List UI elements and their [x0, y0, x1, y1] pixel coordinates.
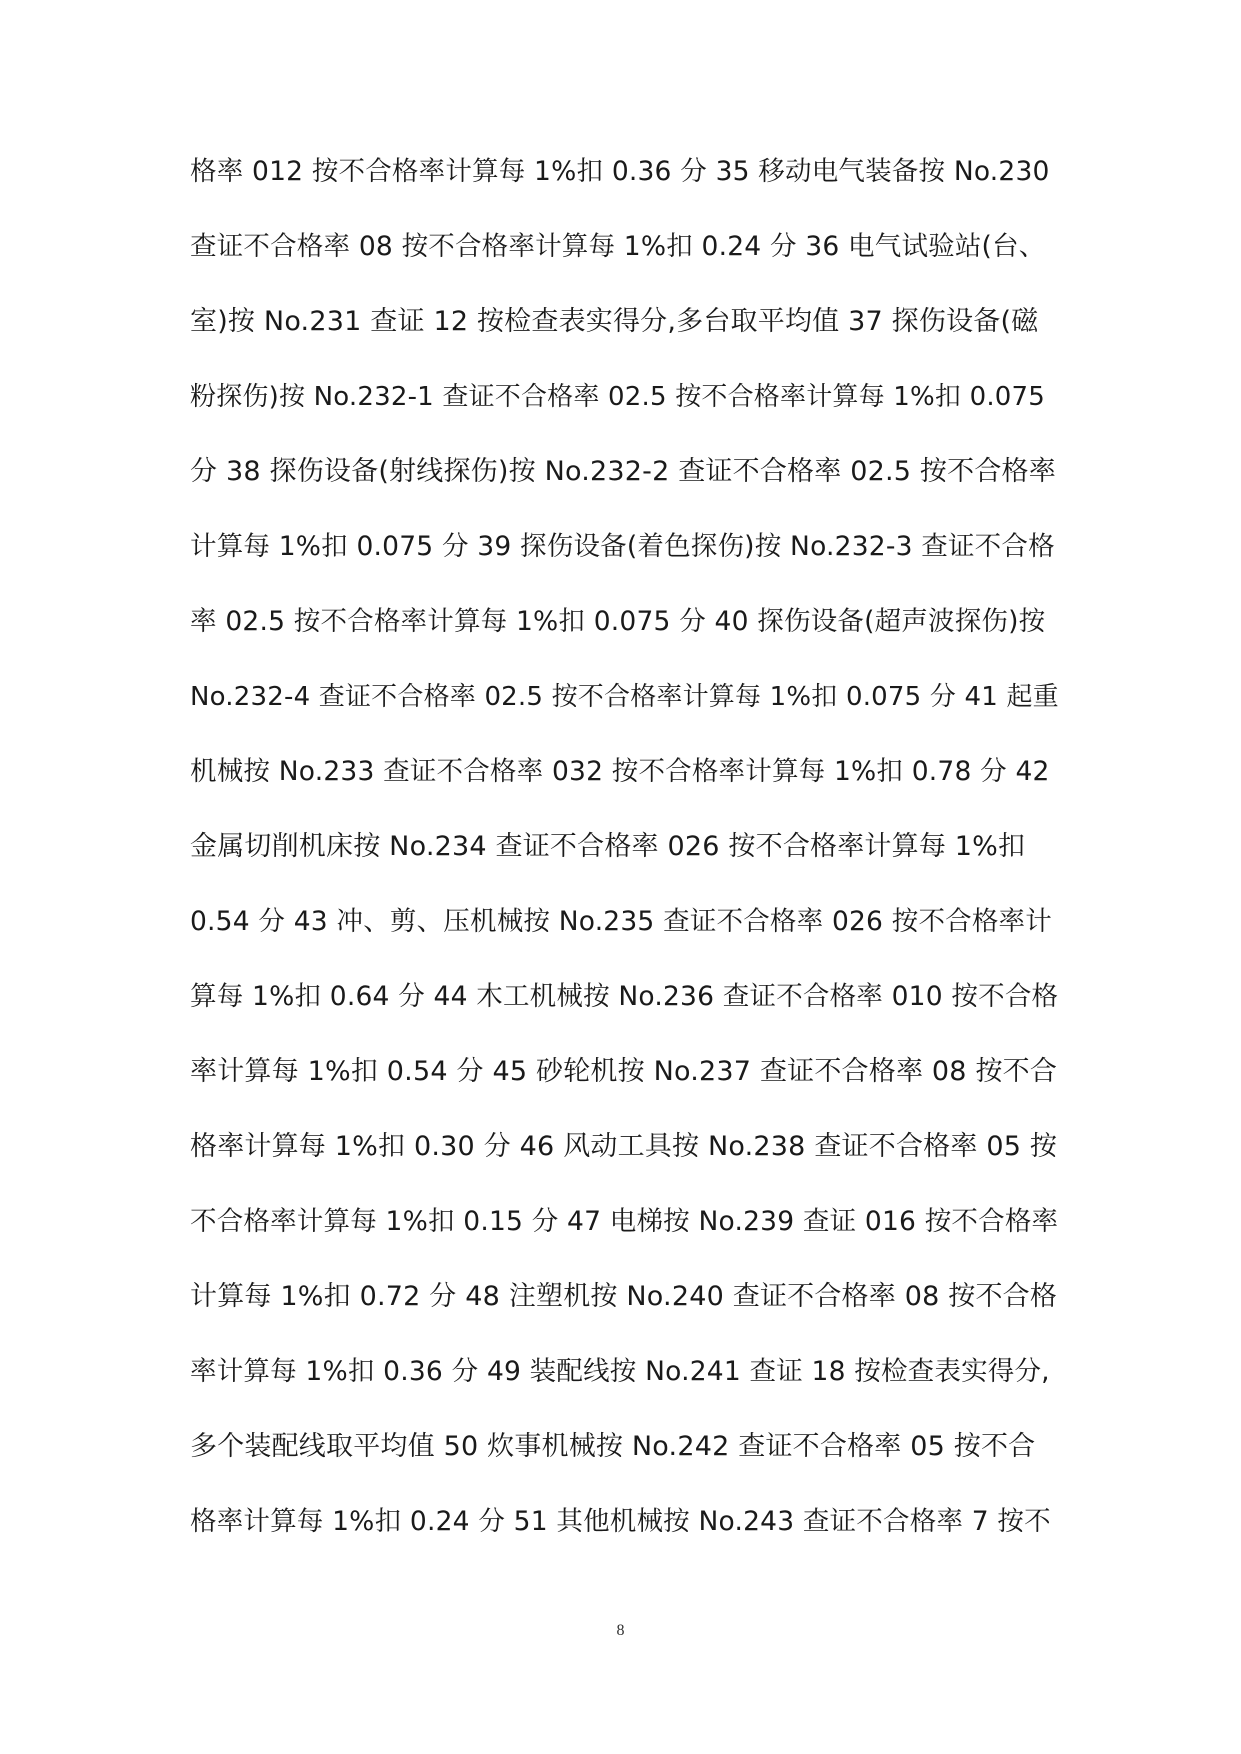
text-line: 率计算每 1%扣 0.54 分 45 砂轮机按 No.237 查证不合格率 08 按不合 [190, 1056, 1058, 1087]
text-line: 分 38 探伤设备(射线探伤)按 No.232-2 查证不合格率 02.5 按不合格率 [190, 456, 1056, 487]
body-text [190, 140, 1060, 1565]
text-line: 率计算每 1%扣 0.36 分 49 装配线按 No.241 查证 18 按检查表实得分, [190, 1356, 1050, 1387]
text-line: 机械按 No.233 查证不合格率 032 按不合格率计算每 1%扣 0.78 分 42 [190, 756, 1050, 787]
text-line: 查证不合格率 08 按不合格率计算每 1%扣 0.24 分 36 电气试验站(台、 [190, 231, 1046, 262]
text-line: 金属切削机床按 No.234 查证不合格率 026 按不合格率计算每 1%扣 [190, 831, 1026, 862]
text-line: 粉探伤)按 No.232-1 查证不合格率 02.5 按不合格率计算每 1%扣 0.075 [190, 382, 1046, 412]
page-number: 8 [616, 1622, 625, 1639]
text-line: 不合格率计算每 1%扣 0.15 分 47 电梯按 No.239 查证 016 按不合格率 [190, 1206, 1059, 1237]
text-line: 格率 012 按不合格率计算每 1%扣 0.36 分 35 移动电气装备按 No.230 [190, 156, 1050, 187]
text-line: 多个装配线取平均值 50 炊事机械按 No.242 查证不合格率 05 按不合 [190, 1431, 1036, 1462]
text-line: 算每 1%扣 0.64 分 44 木工机械按 No.236 查证不合格率 010 按不合格 [190, 981, 1059, 1012]
text-line: 格率计算每 1%扣 0.30 分 46 风动工具按 No.238 查证不合格率 05 按 [190, 1131, 1058, 1162]
text-line: 0.54 分 43 冲、剪、压机械按 No.235 查证不合格率 026 按不合格率计 [190, 906, 1052, 937]
text-line: 室)按 No.231 查证 12 按检查表实得分,多台取平均值 37 探伤设备(磁 [190, 306, 1039, 337]
text-line: 计算每 1%扣 0.075 分 39 探伤设备(着色探伤)按 No.232-3 查证不合格 [190, 531, 1055, 562]
text-line: 格率计算每 1%扣 0.24 分 51 其他机械按 No.243 查证不合格率 7 按不 [190, 1506, 1051, 1537]
text-line: 计算每 1%扣 0.72 分 48 注塑机按 No.240 查证不合格率 08 按不合格 [190, 1281, 1058, 1312]
text-line: 率 02.5 按不合格率计算每 1%扣 0.075 分 40 探伤设备(超声波探伤)按 [190, 606, 1046, 637]
text-line: No.232-4 查证不合格率 02.5 按不合格率计算每 1%扣 0.075 分 41 起重 [190, 682, 1059, 712]
